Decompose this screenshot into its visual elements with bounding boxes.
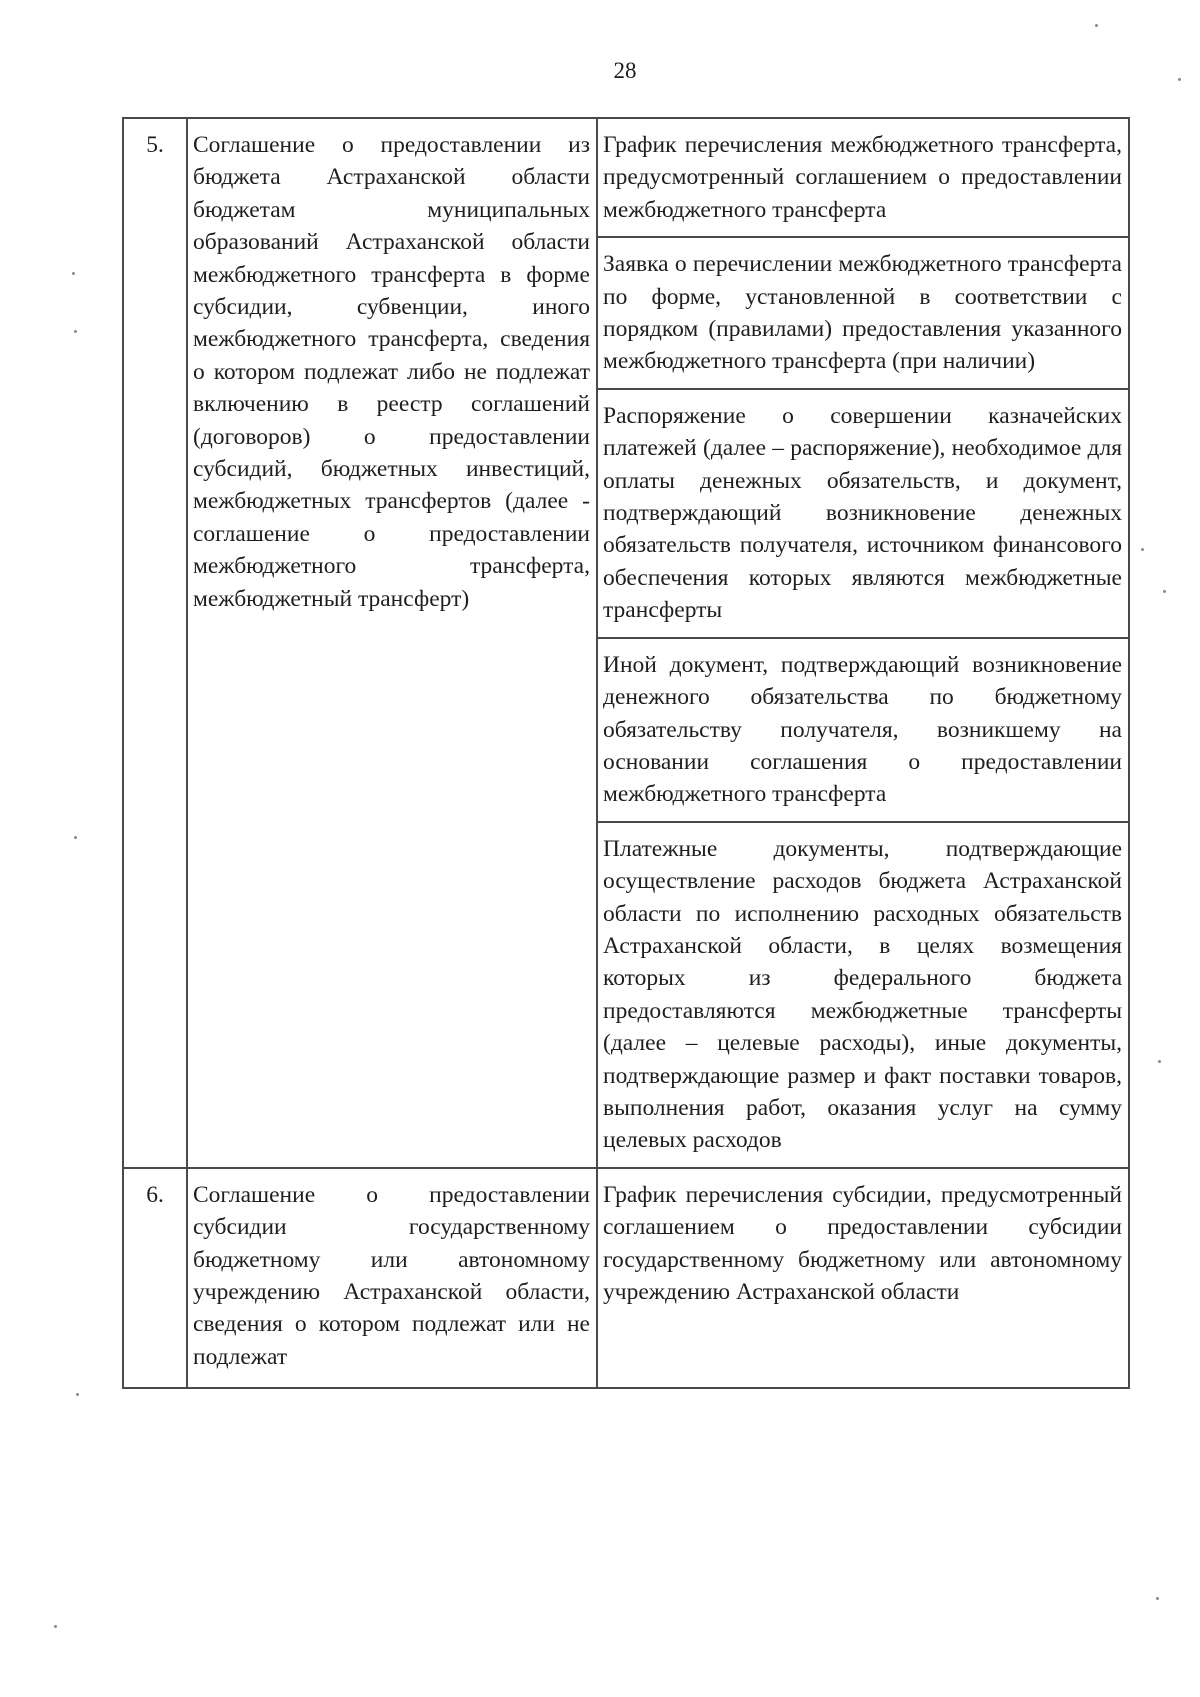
document-cell: Заявка о перечислении межбюджетного трансферта по форме, установленной в соответствии с порядком (правилами) предоставления указанного межбюджетного трансферта (при наличии) bbox=[597, 237, 1129, 389]
agreement-cell: Соглашение о предоставлении субсидии государственному бюджетному или автономному учреждению Астраханской области, сведения о котором подлежат или не подлежат bbox=[187, 1168, 597, 1388]
row-number: 5. bbox=[123, 118, 187, 1168]
row-number: 6. bbox=[123, 1168, 187, 1388]
document-cell: График перечисления субсидии, предусмотренный соглашением о предоставлении субсидии государственному бюджетному или автономному учреждению Астраханской области bbox=[597, 1168, 1129, 1388]
document-cell: Платежные документы, подтверждающие осуществление расходов бюджета Астраханской области по исполнению расходных обязательств Астраханской области, в целях возмещения которых из федерального бюджета предоставляются межбюджетные трансферты (далее – целевые расходы), иные документы, подтверждающие размер и факт поставки товаров, выполнения работ, оказания услуг на сумму целевых расходов bbox=[597, 822, 1129, 1168]
agreement-cell: Соглашение о предоставлении из бюджета Астраханской области бюджетам муниципальных образований Астраханской области межбюджетного трансферта в форме субсидии, субвенции, иного межбюджетного трансферта, сведения о котором подлежат либо не подлежат включению в реестр соглашений (договоров) о предоставлении субсидий, бюджетных инвестиций, межбюджетных трансфертов (далее - соглашение о предоставлении межбюджетного трансферта, межбюджетный трансферт) bbox=[187, 118, 597, 1168]
document-cell: График перечисления межбюджетного трансферта, предусмотренный соглашением о предоставлении межбюджетного трансферта bbox=[597, 118, 1129, 237]
table-row bbox=[123, 118, 1129, 237]
documents-table bbox=[122, 117, 1130, 1389]
table-row bbox=[123, 1168, 1129, 1388]
page-number: 28 bbox=[613, 58, 637, 83]
document-cell: Иной документ, подтверждающий возникновение денежного обязательства по бюджетному обязательству получателя, возникшему на основании соглашения о предоставлении межбюджетного трансферта bbox=[597, 638, 1129, 822]
document-cell: Распоряжение о совершении казначейских платежей (далее – распоряжение), необходимое для оплаты денежных обязательств, и документ, подтверждающий возникновение денежных обязательств получателя, источником финансового обеспечения которых являются межбюджетные трансферты bbox=[597, 389, 1129, 638]
